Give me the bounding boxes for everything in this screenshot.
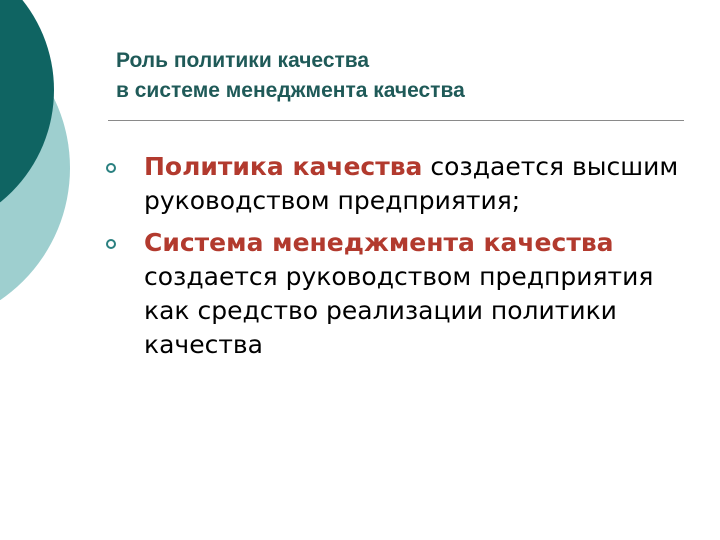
- bullet-text: создается высшим руководством предприятия;: [144, 152, 679, 215]
- bullet-item: [106, 150, 686, 218]
- bullet-highlight: Система менеджмента качества: [144, 228, 614, 257]
- bullet-item: [106, 226, 686, 362]
- slide-title: [116, 46, 465, 106]
- title-line-2: в системе менеджмента качества: [116, 79, 465, 102]
- hollow-circle-icon: [106, 163, 116, 173]
- bullet-highlight: Политика качества: [144, 152, 423, 181]
- title-line-1: Роль политики качества: [116, 49, 370, 72]
- hollow-circle-icon: [106, 239, 116, 249]
- title-divider: [108, 120, 684, 121]
- decorative-circles: [0, 0, 120, 300]
- bullet-list: [106, 150, 686, 370]
- bullet-text: создается руководством предприятия как средство реализации политики качества: [144, 262, 654, 359]
